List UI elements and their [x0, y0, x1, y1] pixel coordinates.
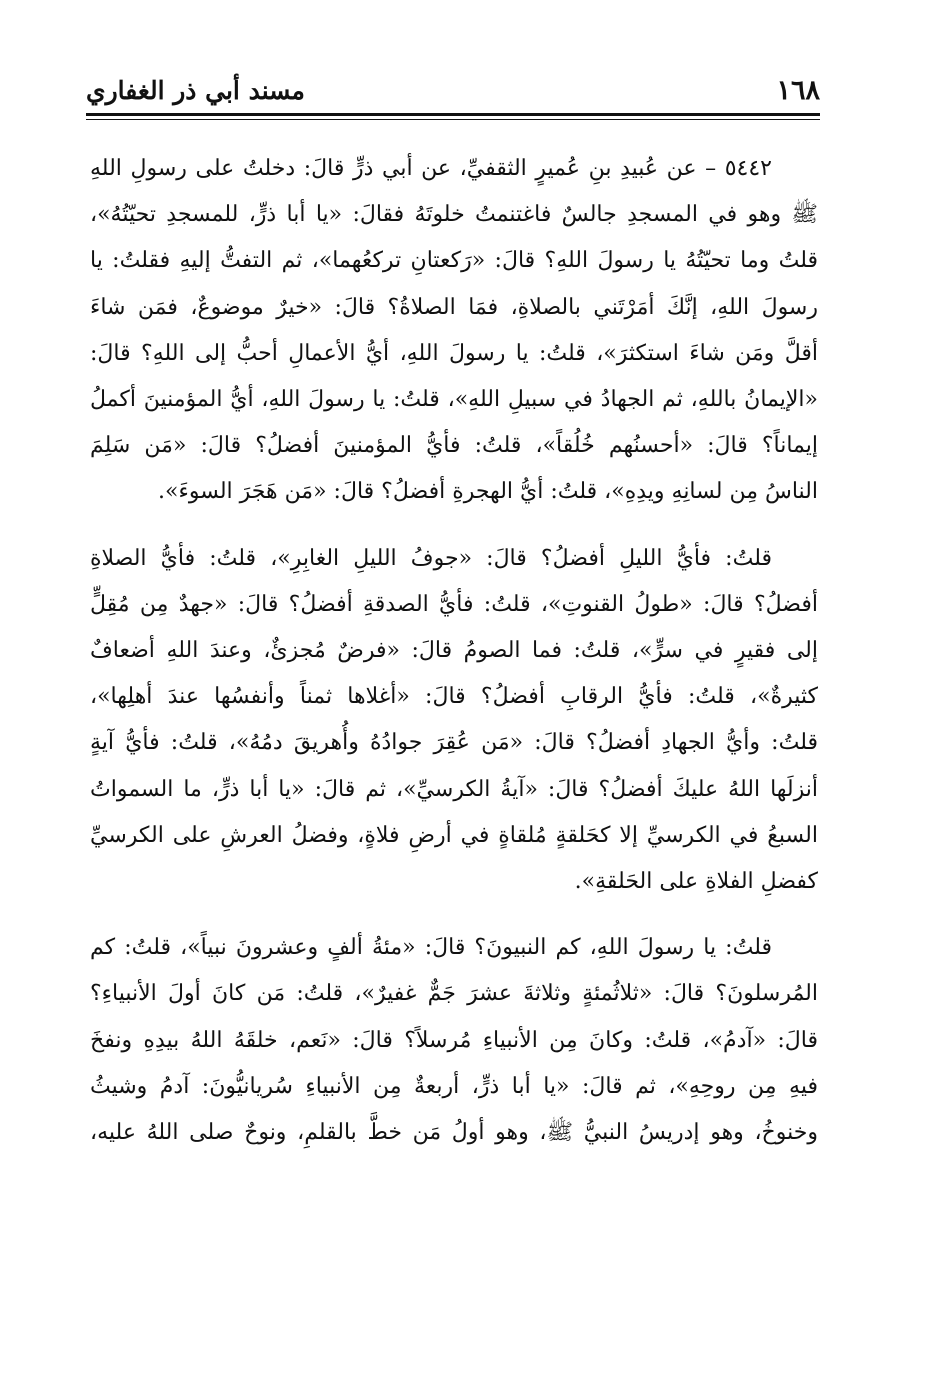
- text-line: أفضلُ؟ قالَ: «طولُ القنوتِ»، قلتُ: فأيُّ الصدقةِ أفضلُ؟ قالَ: «جهدٌ مِن مُقِلٍّ: [90, 591, 818, 617]
- text-line: المُرسلونَ؟ قالَ: «ثلاثُمئةٍ وثلاثةَ عشرَ جَمٌّ غفيرٌ»، قلتُ: مَن كانَ أولَ الأنبياءِ؟: [90, 981, 818, 1007]
- header-rule-thin: [86, 119, 820, 120]
- text-line: ﷺ وهو في المسجدِ جالسٌ فاغتنمتُ خلوتَهُ فقالَ: «يا أبا ذرٍّ، للمسجدِ تحيّتُهُ»،: [90, 202, 818, 228]
- book-title: مسند أبي ذر الغفاري: [86, 76, 305, 105]
- text-line: وخنوخُ، وهو إدريسُ النبيُّ ﷺ، وهو أولُ مَن خطَّ بالقلمِ، ونوحٌ صلى اللهُ عليه،: [90, 1120, 818, 1146]
- page-body: [90, 146, 818, 1156]
- text-line: أنزلَها اللهُ عليكَ أفضلُ؟ قالَ: «آيةُ الكرسيِّ»، ثم قالَ: «يا أبا ذرٍّ، ما السمواتُ: [90, 776, 818, 802]
- paragraph-3: [90, 925, 818, 1156]
- text-line: كفضلِ الفلاةِ على الحَلقةِ».: [574, 869, 818, 895]
- text-line: قلتُ: يا رسولَ اللهِ، كم النبيونَ؟ قالَ: «مئةُ ألفٍ وعشرونَ نبياً»، قلتُ: كم: [90, 935, 772, 961]
- text-line: إيماناً؟ قالَ: «أحسنُهم خُلُقاً»، قلتُ: فأيُّ المؤمنينَ أفضلُ؟ قالَ: «مَن سَلِمَ: [90, 433, 818, 459]
- paragraph-2: [90, 536, 818, 906]
- text-line: الناسُ مِن لسانِهِ ويدِهِ»، قلتُ: أيُّ الهجرةِ أفضلُ؟ قالَ: «مَن هَجَرَ السوءَ».: [158, 479, 818, 505]
- text-line: قلتُ: فأيُّ الليلِ أفضلُ؟ قالَ: «جوفُ الليلِ الغابِرِ»، قلتُ: فأيُّ الصلاةِ: [90, 545, 772, 571]
- text-line: ٥٤٤٢ – عن عُبيدِ بنِ عُميرٍ الثقفيِّ، عن أبي ذرٍّ قالَ: دخلتُ على رسولِ اللهِ: [90, 156, 772, 181]
- text-line: أقلَّ ومَن شاءَ استكثرَ»، قلتُ: يا رسولَ اللهِ، أيُّ الأعمالِ أحبُّ إلى اللهِ؟ قالَ:: [90, 340, 818, 366]
- text-line: قلتُ وما تحيّتُهُ يا رسولَ اللهِ؟ قالَ: «رَكعتانِ تركعُهما»، ثم التفتُّ إليهِ فقلتُ: يا: [90, 248, 818, 274]
- text-line: رسولَ اللهِ، إنَّكَ أمَرْتَني بالصلاةِ، فمَا الصلاةُ؟ قالَ: «خيرٌ موضوعٌ، فمَن شاءَ: [90, 294, 818, 320]
- header-rule: [86, 113, 820, 116]
- page-number: ١٦٨: [776, 75, 820, 106]
- text-line: إلى فقيرٍ في سرٍّ»، قلتُ: فما الصومُ قالَ: «فرضٌ مُجزئٌ، وعندَ اللهِ أضعافٌ: [90, 638, 818, 664]
- text-line: كثيرةٌ»، قلتُ: فأيُّ الرقابِ أفضلُ؟ قالَ: «أغلاها ثمناً وأنفسُها عندَ أهلِها»،: [90, 684, 818, 710]
- text-line: قلتُ: وأيُّ الجهادِ أفضلُ؟ قالَ: «مَن عُقِرَ جوادُهُ وأُهريقَ دمُهُ»، قلتُ: فأيُّ آيةٍ: [90, 730, 818, 756]
- text-line: السبعُ في الكرسيِّ إلا كحَلقةٍ مُلقاةٍ في أرضِ فلاةٍ، وفضلُ العرشِ على الكرسيِّ: [90, 822, 818, 848]
- text-line: فيهِ مِن روحِهِ»، ثم قالَ: «يا أبا ذرٍّ، أربعةٌ مِن الأنبياءِ سُريانيُّونَ: آدمُ وشيثُ: [90, 1073, 818, 1099]
- text-line: «الإيمانُ باللهِ، ثم الجهادُ في سبيلِ اللهِ»، قلتُ: يا رسولَ اللهِ، أيُّ المؤمنينَ أكملُ: [90, 387, 818, 413]
- paragraph-hadith-5442: [90, 146, 818, 516]
- page-header: [86, 74, 820, 118]
- text-line: قالَ: «آدمُ»، قلتُ: وكانَ مِن الأنبياءِ مُرسلاً؟ قالَ: «نَعم، خلقَهُ اللهُ بيدِهِ ونفخَ: [90, 1027, 818, 1053]
